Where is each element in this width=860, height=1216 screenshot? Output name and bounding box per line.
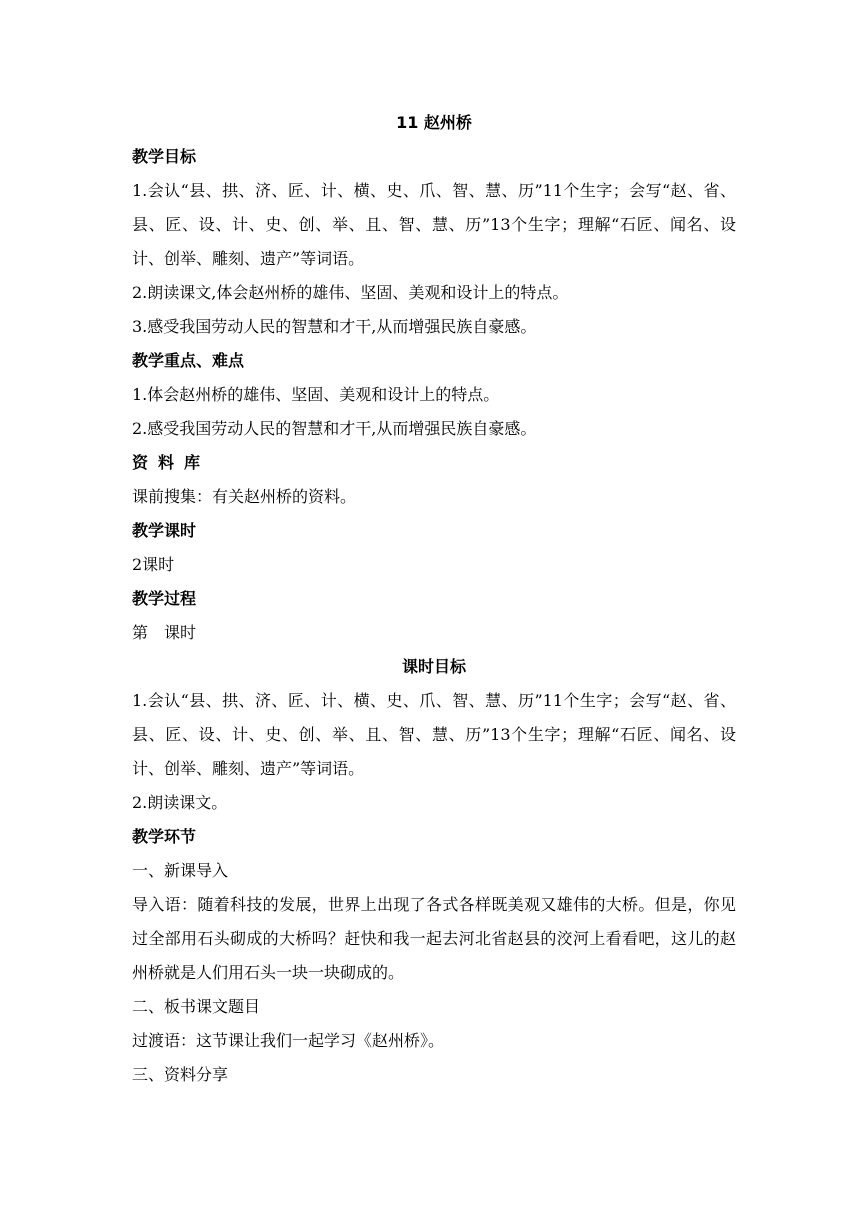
steps-heading: 教学环节 [132, 827, 197, 846]
process-heading: 教学过程 [132, 589, 197, 608]
lesson-goal-1: 1.会认“县、拱、济、匠、计、横、史、爪、智、慧、历”11个生字；会写“赵、省、县、匠、设、计、史、创、举、且、智、慧、历”13个生字；理解“石匠、闻名、设计、创举、雕刻、遗产”等词语。 [132, 691, 736, 778]
resource-heading: 资料库 [132, 453, 211, 472]
lesson-goal-2: 2.朗读课文。 [132, 793, 228, 812]
step-2-heading: 二、板书课文题目 [132, 997, 261, 1016]
key-point-2: 2.感受我国劳动人民的智慧和才干,从而增强民族自豪感。 [132, 419, 537, 438]
resource-text: 课前搜集：有关赵州桥的资料。 [132, 487, 357, 506]
step-1-heading: 一、新课导入 [132, 861, 229, 880]
goal-item-3: 3.感受我国劳动人民的智慧和才干,从而增强民族自豪感。 [132, 317, 537, 336]
hours-text: 2课时 [132, 555, 175, 574]
document-content [132, 106, 736, 1092]
goal-item-1: 1.会认“县、拱、济、匠、计、横、史、爪、智、慧、历”11个生字；会写“赵、省、县、匠、设、计、史、创、举、且、智、慧、历”13个生字；理解“石匠、闻名、设计、创举、雕刻、遗产”等词语。 [132, 181, 736, 268]
step-1-text: 导入语：随着科技的发展，世界上出现了各式各样既美观又雄伟的大桥。但是，你见过全部用石头砌成的大桥吗？赶快和我一起去河北省赵县的洨河上看看吧，这儿的赵州桥就是人们用石头一块一块砌成的。 [132, 895, 736, 982]
lesson-label: 第 课时 [132, 623, 197, 642]
goal-item-2: 2.朗读课文,体会赵州桥的雄伟、坚固、美观和设计上的特点。 [132, 283, 569, 302]
hours-heading: 教学课时 [132, 521, 197, 540]
step-2-text: 过渡语：这节课让我们一起学习《赵州桥》。 [132, 1031, 445, 1050]
key-point-1: 1.体会赵州桥的雄伟、坚固、美观和设计上的特点。 [132, 385, 500, 404]
page-title: 11 赵州桥 [396, 113, 472, 132]
goals-heading: 教学目标 [132, 147, 197, 166]
lesson-goals-heading: 课时目标 [401, 657, 466, 676]
key-points-heading: 教学重点、难点 [132, 351, 245, 370]
step-3-heading: 三、资料分享 [132, 1065, 229, 1084]
